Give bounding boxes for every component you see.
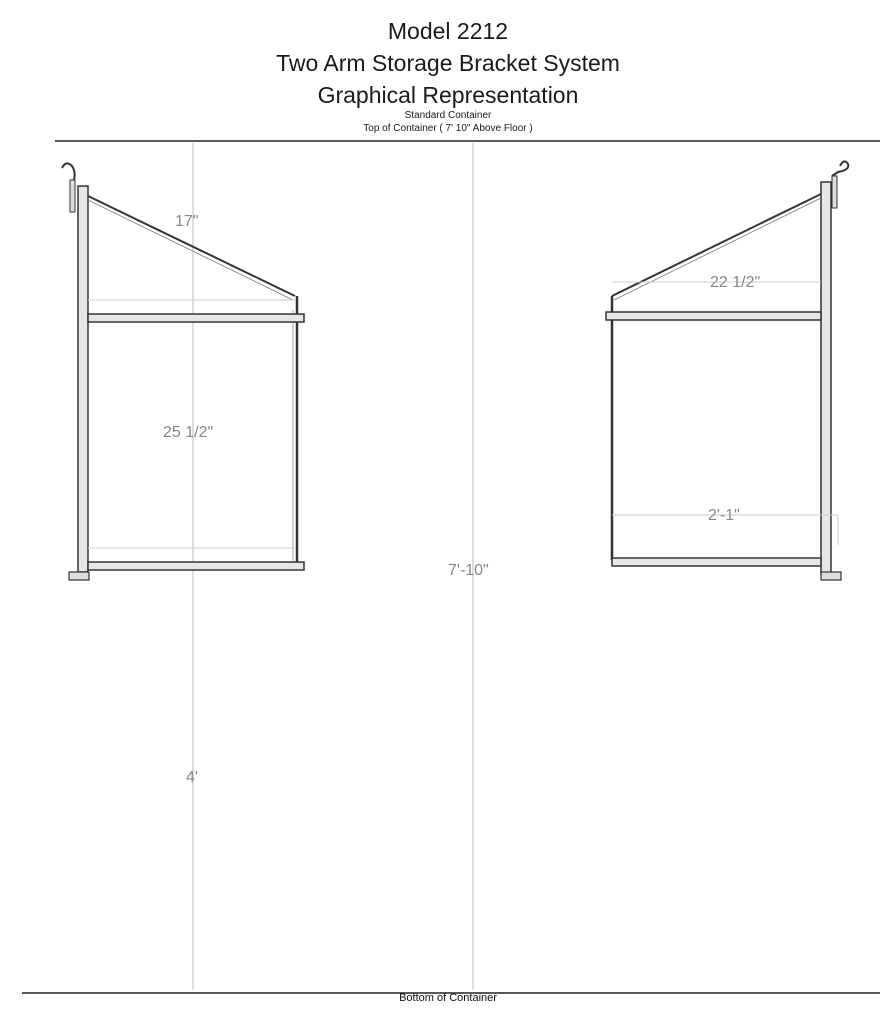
left-base-foot xyxy=(69,572,89,580)
right-upper-shelf xyxy=(606,312,821,320)
left-diagonal-brace xyxy=(88,196,295,296)
right-lower-shelf xyxy=(612,558,821,566)
system-title: Two Arm Storage Bracket System xyxy=(276,50,620,76)
left-upper-shelf xyxy=(88,314,304,322)
container-type-label: Standard Container xyxy=(404,110,492,121)
floor-height-label: 4' xyxy=(186,769,198,786)
left-wall-post xyxy=(78,186,88,572)
right-hook xyxy=(832,161,848,176)
right-lower-width-label: 2'-1" xyxy=(708,507,740,524)
left-lower-shelf xyxy=(88,562,304,570)
container-top-label: Top of Container ( 7' 10" Above Floor ) xyxy=(363,123,533,134)
model-title: Model 2212 xyxy=(387,18,509,44)
left-shelf-spacing-label: 25 1/2" xyxy=(163,424,214,441)
container-height-label: 7'-10" xyxy=(448,562,489,579)
left-arm-length-label: 17" xyxy=(175,213,199,230)
right-arm-width-label: 22 1/2" xyxy=(710,274,761,291)
bottom-of-container-label: Bottom of Container xyxy=(399,992,497,1004)
right-base-foot xyxy=(821,572,841,580)
representation-subtitle: Graphical Representation xyxy=(317,82,579,108)
